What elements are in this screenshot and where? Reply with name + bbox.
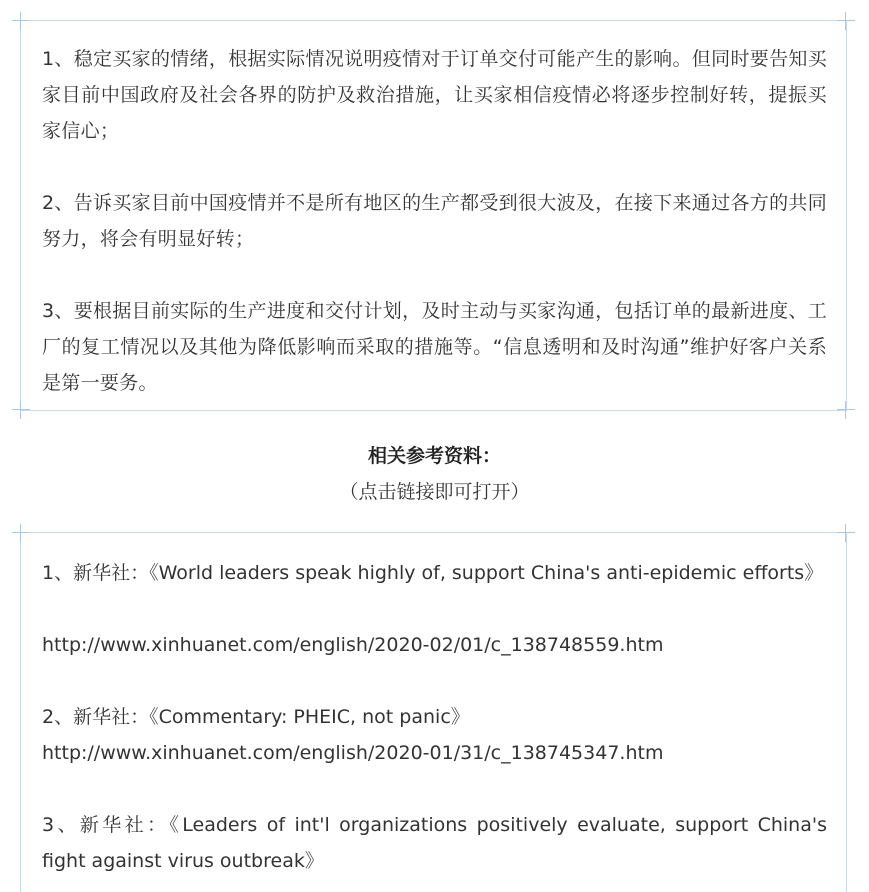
advice-paragraph-2: 2、告诉买家目前中国疫情并不是所有地区的生产都受到很大波及，在接下来通过各方的共同努力，将会有明显好转； <box>42 192 827 250</box>
corner-mark-bottom-right <box>837 401 855 419</box>
reference-title-1: 1、新华社：《World leaders speak highly of, support China's anti-epidemic efforts》 <box>42 562 824 584</box>
corner-mark-top-right <box>837 12 855 30</box>
reference-link-1[interactable]: http://www.xinhuanet.com/english/2020-02/01/c_138748559.htm <box>42 634 664 656</box>
advice-box <box>20 20 847 411</box>
corner-mark-bottom-left <box>12 401 30 419</box>
corner-mark-top-left <box>12 12 30 30</box>
corner-mark-top-right <box>837 524 855 542</box>
corner-mark-top-left <box>12 524 30 542</box>
references-box <box>20 532 847 892</box>
reference-title-3: 3、新华社：《Leaders of int'l organizations positively evaluate, support China's fight against virus outbreak》 <box>42 814 827 872</box>
reference-link-2[interactable]: http://www.xinhuanet.com/english/2020-01/31/c_138745347.htm <box>42 742 664 764</box>
references-note: （点击链接即可打开） <box>339 481 530 503</box>
references-heading: 相关参考资料： <box>367 445 501 467</box>
advice-paragraph-1: 1、稳定买家的情绪，根据实际情况说明疫情对于订单交付可能产生的影响。但同时要告知买家目前中国政府及社会各界的防护及救治措施，让买家相信疫情必将逐步控制好转，提振买家信心； <box>42 48 827 142</box>
reference-title-2: 2、新华社：《Commentary: PHEIC, not panic》 <box>42 706 470 728</box>
advice-paragraph-3: 3、要根据目前实际的生产进度和交付计划，及时主动与买家沟通，包括订单的最新进度、工厂的复工情况以及其他为降低影响而采取的措施等。“信息透明和及时沟通”维护好客户关系是第一要务。 <box>42 300 827 394</box>
